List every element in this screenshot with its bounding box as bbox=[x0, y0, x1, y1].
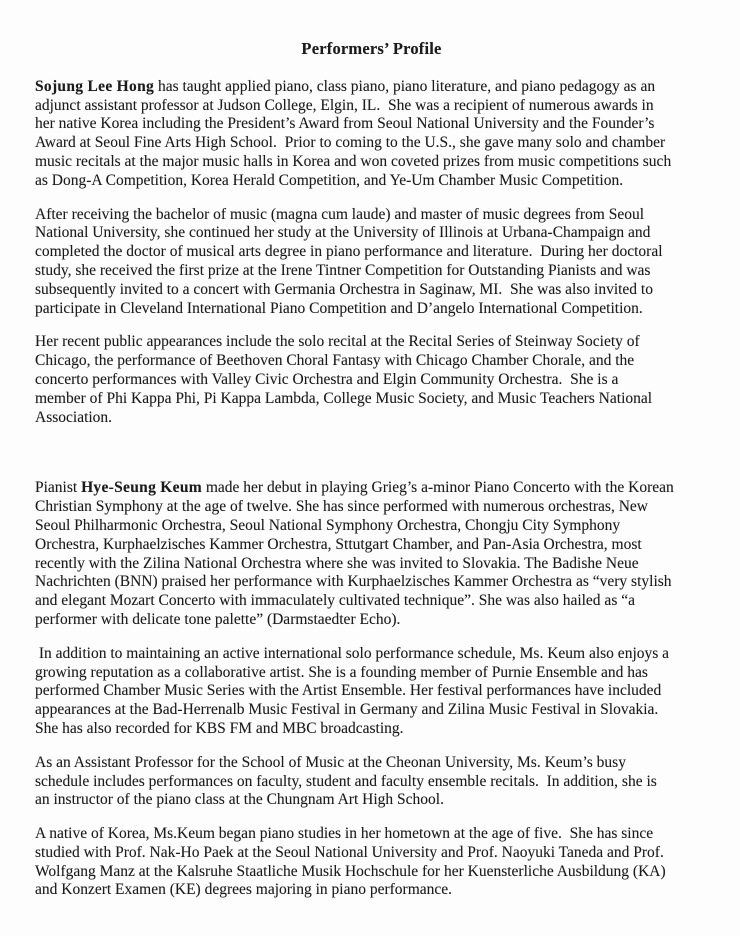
paragraph bbox=[35, 645, 708, 739]
text-run: growing reputation as a collaborative artist. She is a founding member of Purnie Ensemble and has bbox=[35, 663, 648, 681]
paragraph-line bbox=[35, 825, 708, 844]
paragraph-line bbox=[35, 881, 708, 900]
paragraph-line bbox=[35, 573, 708, 592]
paragraph-line bbox=[35, 754, 708, 773]
text-run: In addition to maintaining an active international solo performance schedule, Ms. Keum also enjoys a bbox=[35, 644, 670, 662]
paragraph-line bbox=[35, 773, 708, 792]
text-run: Nachrichten (BNN) praised her performance with Kurphaelzisches Kammer Orchestra as “very stylish bbox=[35, 573, 672, 591]
text-run: Seoul Philharmonic Orchestra, Seoul National Symphony Orchestra, Chongju City Symphony bbox=[35, 516, 621, 534]
page-title: Performers’ Profile bbox=[301, 39, 442, 58]
text-run: member of Phi Kappa Phi, Pi Kappa Lambda, College Music Society, and Music Teachers National bbox=[35, 389, 653, 407]
text-run: National University, she continued her study at the University of Illinois at Urbana-Champaign and bbox=[35, 224, 651, 242]
text-run: Award at Seoul Fine Arts High School. Prior to coming to the U.S., she gave many solo and chamber bbox=[35, 134, 666, 152]
paragraph bbox=[35, 479, 708, 629]
text-run: adjunct assistant professor at Judson College, Elgin, IL. She was a recipient of numerous awards in bbox=[35, 96, 654, 114]
text-run: A native of Korea, Ms.Keum began piano studies in her hometown at the age of five. She has since bbox=[35, 825, 654, 843]
paragraph-line bbox=[35, 78, 708, 97]
text-run: study, she received the first prize at the Irene Tintner Competition for Outstanding Pianists and was bbox=[35, 261, 651, 279]
paragraph-line bbox=[35, 863, 708, 882]
paragraph-line bbox=[35, 844, 708, 863]
paragraph-line bbox=[35, 555, 708, 574]
text-run: After receiving the bachelor of music (magna cum laude) and master of music degrees from Seoul bbox=[35, 205, 645, 223]
text-run: has taught applied piano, class piano, piano literature, and piano pedagogy as an bbox=[154, 77, 656, 95]
paragraph-line bbox=[35, 352, 708, 371]
text-run: and Konzert Examen (KE) degrees majoring in piano performance. bbox=[35, 881, 453, 899]
paragraph bbox=[35, 333, 708, 427]
text-run: Her recent public appearances include the solo recital at the Recital Series of Steinway Society of bbox=[35, 333, 640, 351]
text-run: performed Chamber Music Series with the Artist Ensemble. Her festival performances have included bbox=[35, 682, 662, 700]
paragraph-line bbox=[35, 645, 708, 664]
text-run: Orchestra, Kurphaelzisches Kammer Orchestra, Sttutgart Chamber, and Pan-Asia Orchestra, most bbox=[35, 535, 642, 553]
text-run: made her debut in playing Grieg’s a-minor Piano Concerto with the Korean bbox=[201, 479, 674, 497]
paragraph-line bbox=[35, 720, 708, 739]
text-run: appearances at the Bad-Herrenalb Music Festival in Germany and Zilina Music Festival in Slovakia. bbox=[35, 701, 659, 719]
text-run: Wolfgang Manz at the Kalsruhe Staatliche Musik Hochschule for her Kuensterliche Ausbildung (KA) bbox=[35, 862, 666, 880]
text-run: participate in Cleveland International Piano Competition and D’angelo International Competition. bbox=[35, 299, 643, 317]
text-run: an instructor of the piano class at the Chungnam Art High School. bbox=[35, 791, 444, 809]
paragraph bbox=[35, 78, 708, 191]
paragraph-line bbox=[35, 592, 708, 611]
paragraph bbox=[35, 825, 708, 900]
paragraph-line bbox=[35, 243, 708, 262]
text-run: as Dong-A Competition, Korea Herald Competition, and Ye-Um Chamber Music Competition. bbox=[35, 171, 624, 189]
paragraph-line bbox=[35, 611, 708, 630]
paragraph bbox=[35, 754, 708, 810]
paragraph-line bbox=[35, 300, 708, 319]
paragraph-line bbox=[35, 172, 708, 191]
text-run: subsequently invited to a concert with Germania Orchestra in Saginaw, MI. She was also invited to bbox=[35, 280, 653, 298]
paragraph-line bbox=[35, 498, 708, 517]
paragraph-line bbox=[35, 262, 708, 281]
paragraph-line bbox=[35, 333, 708, 352]
paragraph-line bbox=[35, 517, 708, 536]
paragraph-line bbox=[35, 390, 708, 409]
text-run: performer with delicate tone palette” (Darmstaedter Echo). bbox=[35, 610, 401, 628]
text-run: Christian Symphony at the age of twelve. She has since performed with numerous orchestras, New bbox=[35, 498, 648, 516]
text-run: schedule includes performances on faculty, student and faculty ensemble recitals. In addition, she is bbox=[35, 772, 657, 790]
paragraph-line bbox=[35, 281, 708, 300]
paragraph-line bbox=[35, 371, 708, 390]
text-run: studied with Prof. Nak-Ho Paek at the Seoul National University and Prof. Naoyuki Taneda and Prof. bbox=[35, 843, 664, 861]
paragraph-line bbox=[35, 224, 708, 243]
paragraph-line bbox=[35, 206, 708, 225]
text-run: completed the doctor of musical arts degree in piano performance and literature. During her doctoral bbox=[35, 243, 663, 261]
paragraph-line bbox=[35, 115, 708, 134]
paragraph-line bbox=[35, 701, 708, 720]
text-run: concerto performances with Valley Civic Orchestra and Elgin Community Orchestra. She is a bbox=[35, 370, 619, 388]
paragraph-line bbox=[35, 153, 708, 172]
document-body bbox=[35, 78, 708, 900]
performer-name: Hye-Seung Keum bbox=[81, 479, 202, 497]
text-run: music recitals at the major music halls in Korea and won coveted prizes from music competitions such bbox=[35, 152, 672, 170]
text-run: She has also recorded for KBS FM and MBC broadcasting. bbox=[35, 719, 404, 737]
text-run: Association. bbox=[35, 408, 113, 426]
text-run: As an Assistant Professor for the School of Music at the Cheonan University, Ms. Keum’s busy bbox=[35, 753, 626, 771]
text-run: her native Korea including the President’s Award from Seoul National University and the Founder’s bbox=[35, 115, 655, 133]
paragraph-line bbox=[35, 664, 708, 683]
paragraph-line bbox=[35, 409, 708, 428]
performer-name: Sojung Lee Hong bbox=[35, 77, 155, 95]
text-run: Pianist bbox=[35, 479, 82, 497]
text-run: and elegant Mozart Concerto with immaculately cultivated technique”. She was also hailed as “a bbox=[35, 592, 635, 610]
paragraph-line bbox=[35, 536, 708, 555]
text-run: Chicago, the performance of Beethoven Choral Fantasy with Chicago Chamber Chorale, and the bbox=[35, 352, 635, 370]
paragraph-line bbox=[35, 97, 708, 116]
paragraph-line bbox=[35, 134, 708, 153]
paragraph-line bbox=[35, 791, 708, 810]
paragraph bbox=[35, 206, 708, 319]
paragraph-line bbox=[35, 682, 708, 701]
text-run: recently with the Zilina National Orchestra where she was invited to Slovakia. The Badishe Neue bbox=[35, 554, 639, 572]
paragraph-line bbox=[35, 479, 708, 498]
